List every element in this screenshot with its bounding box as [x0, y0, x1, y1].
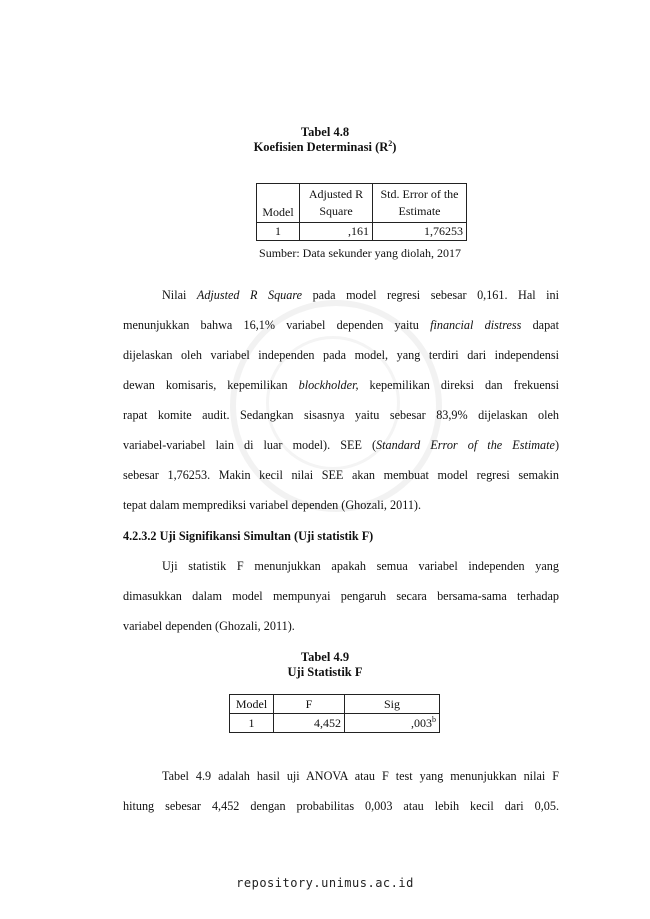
- text-span: ): [554, 438, 559, 452]
- cell-adjusted-r-square: ,161: [300, 223, 373, 241]
- text-span: Nilai: [162, 288, 197, 302]
- text-span: dewan komisaris, kepemilikan: [123, 378, 299, 392]
- table-4-8-subtitle: [0, 140, 650, 155]
- table-4-8-title: Tabel 4.8: [300, 125, 350, 139]
- text-span: kepemilikan direksi dan frekuensi: [358, 378, 559, 392]
- paragraph-line: [123, 287, 559, 303]
- sig-superscript: b: [432, 714, 436, 724]
- italic-term: financial distress: [430, 318, 522, 332]
- paragraph-line: Uji statistik F menunjukkan apakah semua variabel independen yang: [162, 559, 559, 573]
- table-4-9-subtitle: Uji Statistik F: [287, 665, 363, 679]
- cell-f: 4,452: [274, 714, 345, 733]
- paragraph-line: dimasukkan dalam model mempunyai pengaruh secara bersama-sama terhadap: [123, 589, 559, 603]
- table-source-note: Sumber: Data sekunder yang diolah, 2017: [259, 246, 461, 260]
- header-model: Model: [257, 184, 300, 223]
- sig-value: ,003: [411, 715, 432, 730]
- text-span: sebesar 1,76253. Makin kecil nilai SEE akan membuat model regresi semakin: [123, 468, 559, 482]
- text-span: dijelaskan oleh variabel independen pada model, yang terdiri dari independensi: [123, 348, 559, 362]
- header-model: Model: [230, 695, 274, 714]
- table-4-9-title: Tabel 4.9: [300, 650, 350, 664]
- text-span: tepat dalam memprediksi variabel dependen (Ghozali, 2011).: [123, 498, 422, 512]
- cell-std-error: 1,76253: [373, 223, 467, 241]
- f-statistic-table: [229, 694, 440, 733]
- cell-model: 1: [257, 223, 300, 241]
- paragraph-line: [123, 467, 559, 483]
- paragraph-line: hitung sebesar 4,452 dengan probabilitas 0,003 atau lebih kecil dari 0,05.: [123, 799, 559, 813]
- paragraph-line: variabel dependen (Ghozali, 2011).: [123, 619, 295, 633]
- italic-term: blockholder,: [298, 378, 359, 392]
- text-span: dapat: [521, 318, 559, 332]
- text-span: variabel-variabel lain di luar model). SEE (: [123, 438, 377, 452]
- section-heading: 4.2.3.2 Uji Signifikansi Simultan (Uji statistik F): [123, 529, 374, 543]
- paragraph-line: [123, 497, 559, 513]
- determination-table: [256, 183, 467, 241]
- subtitle-superscript: 2: [388, 138, 393, 148]
- header-sig: Sig: [345, 695, 440, 714]
- paragraph-line: Tabel 4.9 adalah hasil uji ANOVA atau F test yang menunjukkan nilai F: [162, 769, 559, 783]
- paragraph-line: [123, 437, 559, 453]
- paragraph-line: [123, 377, 559, 393]
- cell-model: 1: [230, 714, 274, 733]
- italic-term: Standard Error of the Estimate: [376, 438, 555, 452]
- subtitle-text: Koefisien Determinasi (R: [253, 140, 389, 154]
- paragraph-line: [123, 317, 559, 333]
- paragraph-line: [123, 347, 559, 363]
- header-adjusted-r-square: Adjusted R Square: [300, 184, 373, 223]
- cell-sig: [345, 714, 440, 733]
- text-span: menunjukkan bahwa 16,1% variabel dependen yaitu: [123, 318, 431, 332]
- text-span: pada model regresi sebesar 0,161. Hal ini: [302, 288, 559, 302]
- paragraph-line: [123, 407, 559, 423]
- subtitle-close: ): [392, 140, 397, 154]
- repository-footer: repository.unimus.ac.id: [236, 876, 414, 890]
- italic-term: Adjusted R Square: [196, 288, 303, 302]
- header-std-error: Std. Error of the Estimate: [373, 184, 467, 223]
- header-f: F: [274, 695, 345, 714]
- text-span: rapat komite audit. Sedangkan sisasnya yaitu sebesar 83,9% dijelaskan oleh: [123, 408, 559, 422]
